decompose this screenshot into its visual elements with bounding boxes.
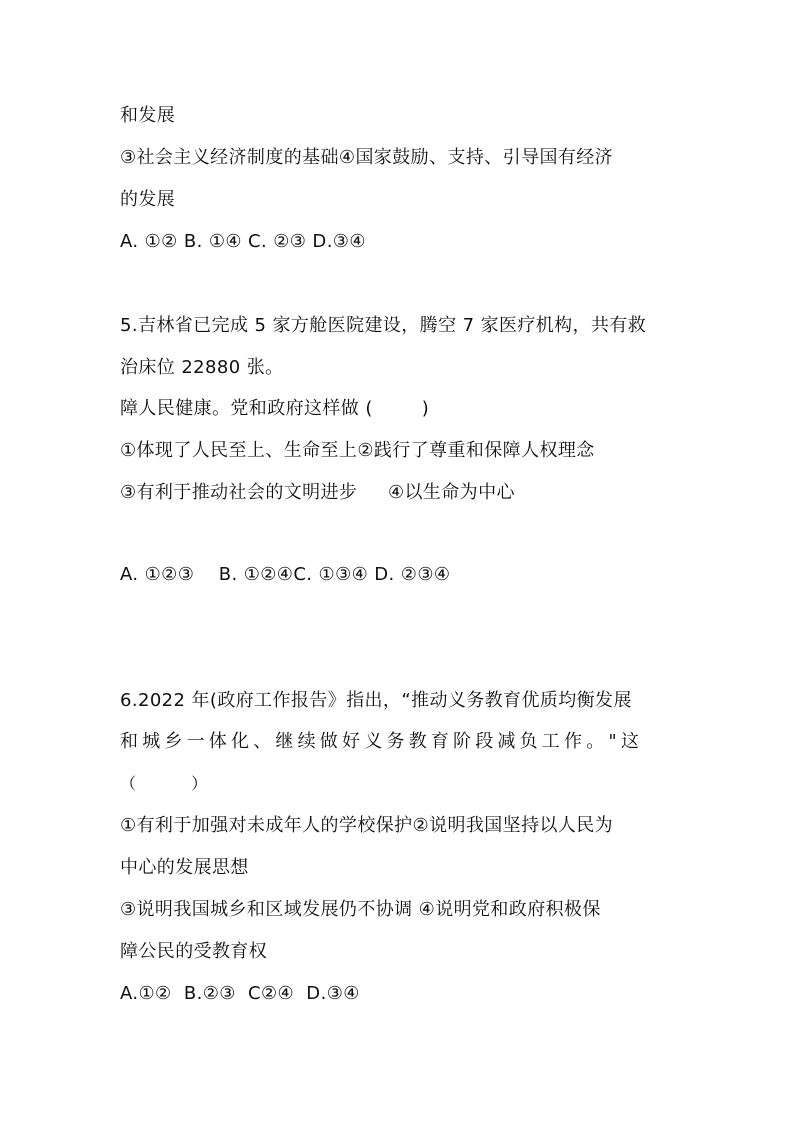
q5-stem-line-2: 治床位 22880 张。 [120,357,284,378]
q4-continuation-line-3: 的发展 [120,189,176,210]
q4-continuation-line-1: 和发展 [120,105,176,126]
q5-choice-line-2: ③有利于推动社会的文明进步 ④以生命为中心 [120,482,515,503]
q6-answer-blank: （ ） [120,774,208,793]
q6-options: A.①② B.②③ C②④ D.③④ [120,983,360,1004]
q5-stem-line-3: 障人民健康。党和政府这样做 ( ) [120,398,430,419]
q4-options: A. ①② B. ①④ C. ②③ D.③④ [120,231,366,252]
q4-continuation-line-2: ③社会主义经济制度的基础④国家鼓励、支持、引导国有经济 [120,147,614,168]
q6-choice-line-3: ③说明我国城乡和区域发展仍不协调 ④说明党和政府积极保 [120,899,601,920]
q6-stem-line-1: 6.2022 年(政府工作报告》指出，“推动义务教育优质均衡发展 [120,690,632,711]
q6-choice-line-4: 障公民的受教育权 [120,941,268,962]
q6-choice-line-2: 中心的发展思想 [120,857,249,878]
q5-stem-line-1: 5.吉林省已完成 5 家方舱医院建设，腾空 7 家医疗机构，共有救 [120,315,647,336]
q6-stem-line-2: 和城乡一体化、继续做好义务教育阶段减负工作。"这 [120,731,644,752]
q5-options: A. ①②③ B. ①②④C. ①③④ D. ②③④ [120,564,451,585]
q6-choice-line-1: ①有利于加强对未成年人的学校保护②说明我国坚持以人民为 [120,815,614,836]
q5-choice-line-1: ①体现了人民至上、生命至上②践行了尊重和保障人权理念 [120,440,595,461]
